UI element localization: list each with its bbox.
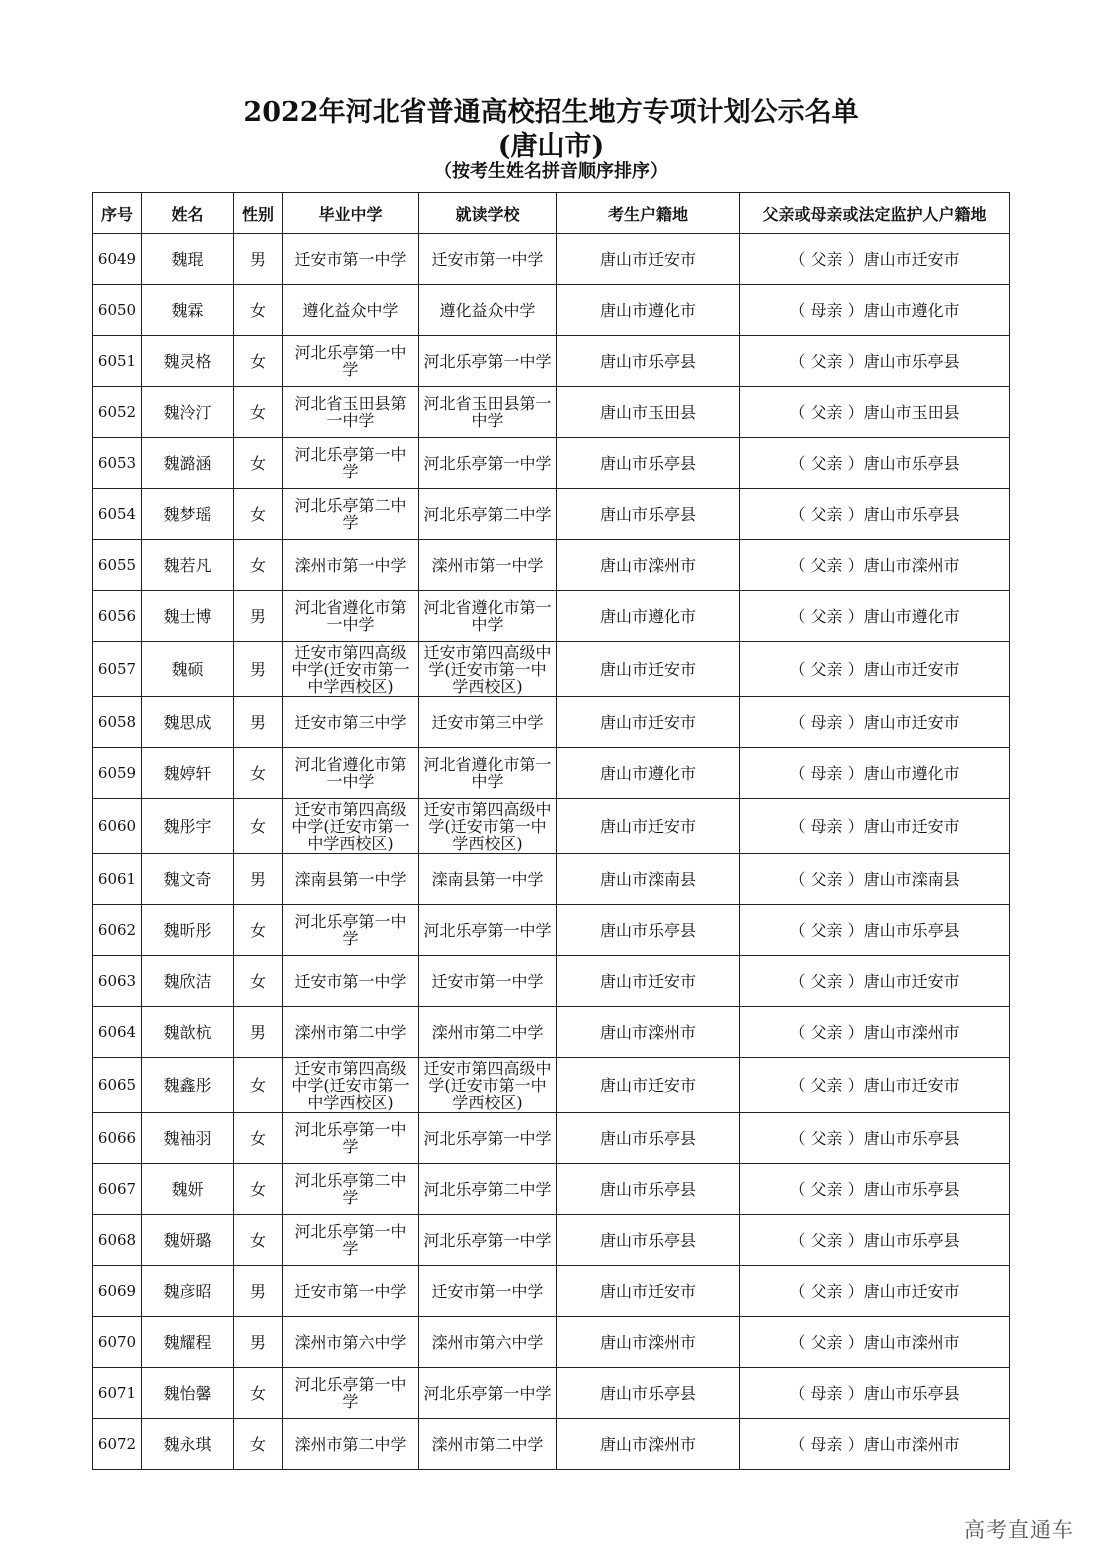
cell-current-school: 迁安市第四高级中学(迁安市第一中学西校区)	[419, 642, 557, 697]
cell-household: 唐山市乐亭县	[557, 905, 740, 956]
table-row	[93, 1058, 1010, 1113]
header-name: 姓名	[142, 193, 234, 234]
cell-current-school: 迁安市第四高级中学(迁安市第一中学西校区)	[419, 1058, 557, 1113]
cell-graduated-school: 迁安市第一中学	[283, 234, 419, 285]
header-graduated-school: 毕业中学	[283, 193, 419, 234]
table-row	[93, 438, 1010, 489]
cell-current-school: 河北省遵化市第一中学	[419, 591, 557, 642]
table-row	[93, 1266, 1010, 1317]
table-header-row	[93, 193, 1010, 234]
cell-guardian-household: （ 母亲 ）唐山市遵化市	[740, 748, 1010, 799]
cell-graduated-school: 河北乐亭第一中学	[283, 438, 419, 489]
cell-seq: 6071	[93, 1368, 142, 1419]
cell-name: 魏昕彤	[142, 905, 234, 956]
cell-gender: 男	[234, 697, 283, 748]
cell-gender: 男	[234, 1317, 283, 1368]
cell-household: 唐山市玉田县	[557, 387, 740, 438]
table-row	[93, 1317, 1010, 1368]
cell-graduated-school: 遵化益众中学	[283, 285, 419, 336]
cell-guardian-household: （ 母亲 ）唐山市乐亭县	[740, 1368, 1010, 1419]
cell-graduated-school: 河北省遵化市第一中学	[283, 591, 419, 642]
cell-seq: 6065	[93, 1058, 142, 1113]
cell-guardian-household: （ 父亲 ）唐山市滦州市	[740, 540, 1010, 591]
cell-graduated-school: 河北乐亭第二中学	[283, 1164, 419, 1215]
cell-household: 唐山市遵化市	[557, 748, 740, 799]
cell-gender: 男	[234, 1266, 283, 1317]
table-row	[93, 1368, 1010, 1419]
cell-current-school: 河北乐亭第一中学	[419, 905, 557, 956]
cell-graduated-school: 河北乐亭第一中学	[283, 1368, 419, 1419]
cell-gender: 女	[234, 905, 283, 956]
watermark: 高考直通车	[964, 1518, 1074, 1542]
cell-guardian-household: （ 父亲 ）唐山市玉田县	[740, 387, 1010, 438]
cell-current-school: 河北乐亭第一中学	[419, 1113, 557, 1164]
table-row	[93, 799, 1010, 854]
cell-household: 唐山市滦南县	[557, 854, 740, 905]
cell-name: 魏琨	[142, 234, 234, 285]
cell-household: 唐山市迁安市	[557, 234, 740, 285]
header-household: 考生户籍地	[557, 193, 740, 234]
cell-guardian-household: （ 父亲 ）唐山市遵化市	[740, 591, 1010, 642]
cell-gender: 男	[234, 591, 283, 642]
cell-guardian-household: （ 父亲 ）唐山市乐亭县	[740, 489, 1010, 540]
cell-household: 唐山市乐亭县	[557, 438, 740, 489]
cell-guardian-household: （ 父亲 ）唐山市乐亭县	[740, 336, 1010, 387]
cell-graduated-school: 河北乐亭第一中学	[283, 336, 419, 387]
table-row	[93, 854, 1010, 905]
cell-household: 唐山市遵化市	[557, 591, 740, 642]
header-guardian-household: 父亲或母亲或法定监护人户籍地	[740, 193, 1010, 234]
cell-gender: 女	[234, 956, 283, 1007]
cell-name: 魏婷轩	[142, 748, 234, 799]
cell-seq: 6055	[93, 540, 142, 591]
table-row	[93, 956, 1010, 1007]
cell-household: 唐山市乐亭县	[557, 1113, 740, 1164]
cell-household: 唐山市迁安市	[557, 1058, 740, 1113]
cell-guardian-household: （ 父亲 ）唐山市迁安市	[740, 1266, 1010, 1317]
cell-guardian-household: （ 父亲 ）唐山市迁安市	[740, 642, 1010, 697]
cell-current-school: 滦州市第二中学	[419, 1007, 557, 1058]
cell-current-school: 河北乐亭第一中学	[419, 336, 557, 387]
cell-gender: 女	[234, 438, 283, 489]
table-row	[93, 591, 1010, 642]
cell-graduated-school: 河北省遵化市第一中学	[283, 748, 419, 799]
cell-name: 魏耀程	[142, 1317, 234, 1368]
cell-seq: 6058	[93, 697, 142, 748]
cell-guardian-household: （ 母亲 ）唐山市迁安市	[740, 697, 1010, 748]
cell-name: 魏彤宇	[142, 799, 234, 854]
cell-guardian-household: （ 父亲 ）唐山市迁安市	[740, 1058, 1010, 1113]
cell-household: 唐山市迁安市	[557, 697, 740, 748]
cell-gender: 女	[234, 1215, 283, 1266]
cell-graduated-school: 河北乐亭第二中学	[283, 489, 419, 540]
cell-guardian-household: （ 母亲 ）唐山市迁安市	[740, 799, 1010, 854]
cell-guardian-household: （ 父亲 ）唐山市滦南县	[740, 854, 1010, 905]
cell-seq: 6070	[93, 1317, 142, 1368]
table-row	[93, 905, 1010, 956]
cell-name: 魏鑫彤	[142, 1058, 234, 1113]
cell-seq: 6066	[93, 1113, 142, 1164]
cell-household: 唐山市迁安市	[557, 642, 740, 697]
cell-gender: 女	[234, 1164, 283, 1215]
cell-graduated-school: 滦州市第二中学	[283, 1007, 419, 1058]
cell-seq: 6054	[93, 489, 142, 540]
cell-gender: 女	[234, 1113, 283, 1164]
cell-current-school: 河北省遵化市第一中学	[419, 748, 557, 799]
cell-name: 魏泠汀	[142, 387, 234, 438]
cell-name: 魏文奇	[142, 854, 234, 905]
cell-guardian-household: （ 母亲 ）唐山市遵化市	[740, 285, 1010, 336]
cell-household: 唐山市乐亭县	[557, 489, 740, 540]
table-row	[93, 1113, 1010, 1164]
cell-seq: 6057	[93, 642, 142, 697]
cell-household: 唐山市乐亭县	[557, 1368, 740, 1419]
cell-gender: 女	[234, 1368, 283, 1419]
cell-household: 唐山市迁安市	[557, 956, 740, 1007]
cell-graduated-school: 河北乐亭第一中学	[283, 1215, 419, 1266]
cell-name: 魏若凡	[142, 540, 234, 591]
admission-list-table	[92, 192, 1010, 1470]
cell-current-school: 滦州市第一中学	[419, 540, 557, 591]
table-row	[93, 489, 1010, 540]
cell-name: 魏永琪	[142, 1419, 234, 1470]
cell-current-school: 迁安市第一中学	[419, 956, 557, 1007]
cell-current-school: 河北乐亭第二中学	[419, 1164, 557, 1215]
cell-gender: 女	[234, 1419, 283, 1470]
cell-household: 唐山市遵化市	[557, 285, 740, 336]
cell-seq: 6061	[93, 854, 142, 905]
cell-household: 唐山市乐亭县	[557, 336, 740, 387]
cell-gender: 女	[234, 387, 283, 438]
cell-seq: 6069	[93, 1266, 142, 1317]
cell-guardian-household: （ 父亲 ）唐山市滦州市	[740, 1007, 1010, 1058]
cell-gender: 男	[234, 1007, 283, 1058]
cell-seq: 6050	[93, 285, 142, 336]
cell-gender: 男	[234, 642, 283, 697]
cell-current-school: 遵化益众中学	[419, 285, 557, 336]
header-gender: 性别	[234, 193, 283, 234]
cell-current-school: 河北乐亭第一中学	[419, 438, 557, 489]
cell-name: 魏妍	[142, 1164, 234, 1215]
cell-graduated-school: 河北乐亭第一中学	[283, 1113, 419, 1164]
cell-name: 魏灵格	[142, 336, 234, 387]
cell-current-school: 滦州市第二中学	[419, 1419, 557, 1470]
cell-graduated-school: 滦州市第一中学	[283, 540, 419, 591]
cell-household: 唐山市乐亭县	[557, 1215, 740, 1266]
cell-graduated-school: 河北乐亭第一中学	[283, 905, 419, 956]
cell-current-school: 迁安市第一中学	[419, 1266, 557, 1317]
cell-gender: 女	[234, 1058, 283, 1113]
cell-name: 魏霖	[142, 285, 234, 336]
cell-name: 魏硕	[142, 642, 234, 697]
table-row	[93, 540, 1010, 591]
table-row	[93, 285, 1010, 336]
cell-guardian-household: （ 父亲 ）唐山市乐亭县	[740, 905, 1010, 956]
cell-graduated-school: 滦州市第二中学	[283, 1419, 419, 1470]
cell-name: 魏欣洁	[142, 956, 234, 1007]
table-row	[93, 234, 1010, 285]
sort-note: （按考生姓名拼音顺序排序）	[434, 161, 668, 182]
cell-guardian-household: （ 父亲 ）唐山市乐亭县	[740, 438, 1010, 489]
cell-current-school: 迁安市第四高级中学(迁安市第一中学西校区)	[419, 799, 557, 854]
page-title: 2022年河北省普通高校招生地方专项计划公示名单	[243, 97, 859, 128]
cell-household: 唐山市迁安市	[557, 799, 740, 854]
header-current-school: 就读学校	[419, 193, 557, 234]
cell-household: 唐山市迁安市	[557, 1266, 740, 1317]
cell-graduated-school: 迁安市第三中学	[283, 697, 419, 748]
table-row	[93, 642, 1010, 697]
cell-seq: 6064	[93, 1007, 142, 1058]
cell-name: 魏袖羽	[142, 1113, 234, 1164]
table-row	[93, 1419, 1010, 1470]
cell-household: 唐山市滦州市	[557, 1007, 740, 1058]
cell-household: 唐山市滦州市	[557, 1317, 740, 1368]
cell-gender: 女	[234, 748, 283, 799]
header-seq: 序号	[93, 193, 142, 234]
cell-gender: 女	[234, 489, 283, 540]
cell-graduated-school: 滦州市第六中学	[283, 1317, 419, 1368]
cell-name: 魏梦瑶	[142, 489, 234, 540]
cell-current-school: 河北乐亭第二中学	[419, 489, 557, 540]
cell-guardian-household: （ 父亲 ）唐山市迁安市	[740, 956, 1010, 1007]
cell-guardian-household: （ 父亲 ）唐山市乐亭县	[740, 1113, 1010, 1164]
cell-name: 魏怡馨	[142, 1368, 234, 1419]
cell-gender: 男	[234, 854, 283, 905]
cell-guardian-household: （ 父亲 ）唐山市乐亭县	[740, 1164, 1010, 1215]
cell-seq: 6072	[93, 1419, 142, 1470]
page-subtitle: (唐山市)	[497, 131, 605, 162]
cell-graduated-school: 迁安市第一中学	[283, 1266, 419, 1317]
cell-seq: 6060	[93, 799, 142, 854]
cell-seq: 6049	[93, 234, 142, 285]
cell-graduated-school: 迁安市第四高级中学(迁安市第一中学西校区)	[283, 642, 419, 697]
cell-gender: 女	[234, 285, 283, 336]
cell-name: 魏妍璐	[142, 1215, 234, 1266]
table-row	[93, 1215, 1010, 1266]
cell-seq: 6051	[93, 336, 142, 387]
cell-graduated-school: 迁安市第四高级中学(迁安市第一中学西校区)	[283, 799, 419, 854]
cell-current-school: 迁安市第一中学	[419, 234, 557, 285]
cell-name: 魏思成	[142, 697, 234, 748]
cell-name: 魏士博	[142, 591, 234, 642]
cell-name: 魏彦昭	[142, 1266, 234, 1317]
cell-seq: 6062	[93, 905, 142, 956]
cell-current-school: 河北省玉田县第一中学	[419, 387, 557, 438]
cell-seq: 6059	[93, 748, 142, 799]
cell-current-school: 滦南县第一中学	[419, 854, 557, 905]
table-row	[93, 1007, 1010, 1058]
table-row	[93, 1164, 1010, 1215]
cell-graduated-school: 滦南县第一中学	[283, 854, 419, 905]
cell-gender: 女	[234, 336, 283, 387]
cell-name: 魏歆杭	[142, 1007, 234, 1058]
cell-seq: 6063	[93, 956, 142, 1007]
cell-household: 唐山市乐亭县	[557, 1164, 740, 1215]
cell-guardian-household: （ 父亲 ）唐山市乐亭县	[740, 1215, 1010, 1266]
table-row	[93, 697, 1010, 748]
table-row	[93, 387, 1010, 438]
cell-guardian-household: （ 母亲 ）唐山市滦州市	[740, 1419, 1010, 1470]
cell-guardian-household: （ 父亲 ）唐山市滦州市	[740, 1317, 1010, 1368]
cell-seq: 6067	[93, 1164, 142, 1215]
cell-gender: 女	[234, 799, 283, 854]
cell-name: 魏潞涵	[142, 438, 234, 489]
cell-gender: 男	[234, 234, 283, 285]
cell-current-school: 河北乐亭第一中学	[419, 1368, 557, 1419]
cell-current-school: 滦州市第六中学	[419, 1317, 557, 1368]
cell-household: 唐山市滦州市	[557, 540, 740, 591]
cell-graduated-school: 迁安市第一中学	[283, 956, 419, 1007]
cell-guardian-household: （ 父亲 ）唐山市迁安市	[740, 234, 1010, 285]
cell-seq: 6053	[93, 438, 142, 489]
cell-graduated-school: 河北省玉田县第一中学	[283, 387, 419, 438]
table-row	[93, 336, 1010, 387]
cell-seq: 6068	[93, 1215, 142, 1266]
cell-current-school: 河北乐亭第一中学	[419, 1215, 557, 1266]
cell-gender: 女	[234, 540, 283, 591]
cell-current-school: 迁安市第三中学	[419, 697, 557, 748]
cell-household: 唐山市滦州市	[557, 1419, 740, 1470]
cell-seq: 6056	[93, 591, 142, 642]
table-row	[93, 748, 1010, 799]
cell-graduated-school: 迁安市第四高级中学(迁安市第一中学西校区)	[283, 1058, 419, 1113]
cell-seq: 6052	[93, 387, 142, 438]
